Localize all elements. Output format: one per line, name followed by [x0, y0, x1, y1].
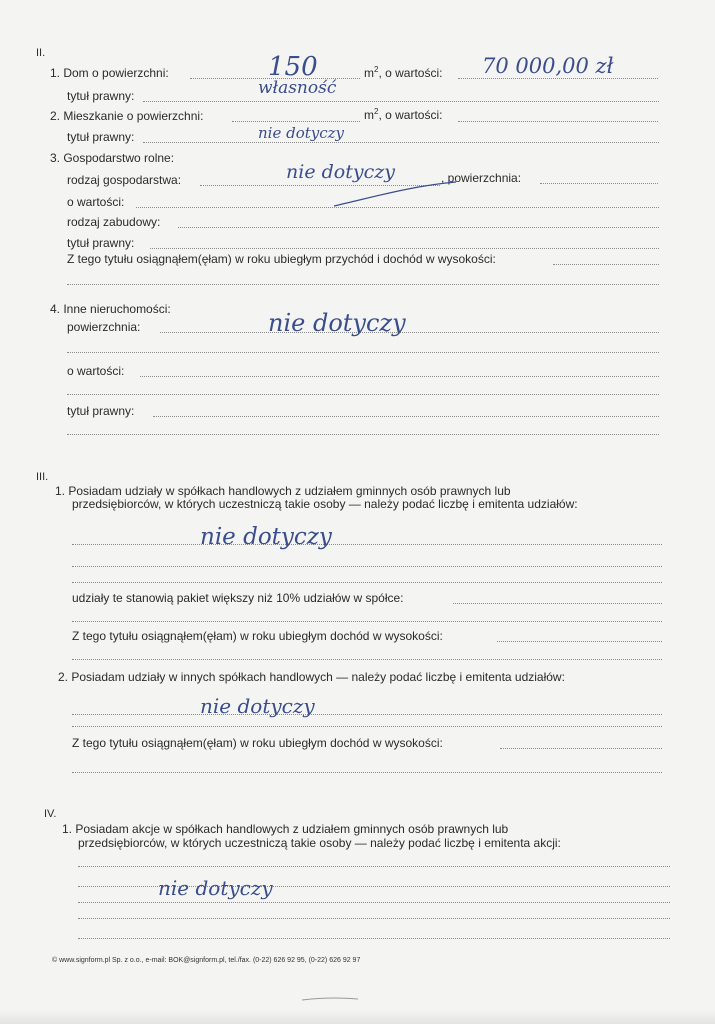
farm-title-line [150, 248, 659, 249]
farm-income-line [553, 264, 659, 265]
other-shares-income-line-2 [72, 772, 662, 773]
other-title-label: tytuł prawny: [67, 404, 135, 418]
shares-packet-label: udziały te stanowią pakiet większy niż 10% udziałów w spółce: [72, 591, 404, 605]
other-area-line [160, 332, 659, 333]
stocks-line-d [78, 918, 670, 919]
section-iv-heading: IV. [44, 808, 57, 820]
shares-income-line-2 [72, 659, 662, 660]
shares-line-2: przedsiębiorców, w których uczestniczą takie osoby — należy podać liczbę i emitenta udziałów: [72, 497, 578, 511]
other-value-line-2 [67, 394, 659, 395]
other-shares-income-line [500, 748, 662, 749]
other-area-handwritten: nie dotyczy [268, 309, 406, 337]
handwritten-strike-stroke [330, 180, 460, 210]
farm-building-line [178, 227, 659, 228]
other-shares-handwritten: nie dotyczy [200, 694, 315, 718]
farm-building-label: rodzaj zabudowy: [67, 215, 161, 229]
stocks-line-1: 1. Posiadam akcje w spółkach handlowych z udziałem gminnych osób prawnych lub [62, 822, 509, 836]
footer-copyright: © www.signform.pl Sp. z o.o., e-mail: BOK@signform.pl, tel./fax. (0-22) 626 92 95, (0-22) 626 92 97 [52, 957, 361, 964]
shares-line-1: 1. Posiadam udziały w spółkach handlowych z udziałem gminnych osób prawnych lub [55, 484, 511, 498]
other-shares-line-a [72, 714, 662, 715]
shares-income-label: Z tego tytułu osiągnąłem(ęłam) w roku ubiegłym dochód w wysokości: [72, 629, 443, 643]
shares-line-a [72, 544, 662, 545]
section-iii-heading: III. [36, 471, 49, 483]
house-title-handwritten: własność [258, 78, 337, 98]
flat-unit: $m^2$, o wartości: [364, 107, 443, 122]
farm-income-line-2 [67, 284, 659, 285]
farm-type-handwritten: nie dotyczy [286, 161, 395, 183]
stocks-line-c [78, 902, 670, 903]
shares-line-c [72, 582, 662, 583]
other-value-label: o wartości: [67, 364, 125, 378]
other-area-line-2 [67, 352, 659, 353]
shares-line-b [72, 566, 662, 567]
stocks-handwritten: nie dotyczy [158, 876, 273, 900]
flat-title-label: tytuł prawny: [67, 130, 135, 144]
flat-area-label: 2. Mieszkanie o powierzchni: [50, 109, 204, 123]
house-title-line [143, 101, 659, 102]
farm-area-label: , powierzchnia: [441, 171, 522, 185]
stocks-line-a [78, 866, 670, 867]
flat-value-line [458, 121, 658, 122]
shares-income-line [497, 641, 662, 642]
farm-title-label: tytuł prawny: [67, 236, 135, 250]
other-shares-line-1: 2. Posiadam udziały w innych spółkach handlowych — należy podać liczbę i emitenta udziałów: [58, 670, 565, 684]
other-title-line [153, 416, 659, 417]
stocks-line-e [78, 938, 670, 939]
shares-packet-line-2 [72, 621, 662, 622]
house-value-line [458, 78, 658, 79]
other-shares-line-b [72, 726, 662, 727]
house-area-label: 1. Dom o powierzchni: [50, 66, 169, 80]
other-value-line [140, 376, 659, 377]
flat-title-handwritten: nie dotyczy [258, 124, 345, 142]
farm-area-line [540, 183, 658, 184]
scan-bottom-edge [0, 1010, 715, 1024]
stocks-line-2: przedsiębiorców, w których uczestniczą takie osoby — należy podać liczbę i emitenta akcji: [78, 836, 561, 850]
shares-handwritten: nie dotyczy [200, 524, 332, 550]
house-value-handwritten: 70 000,00 zł [482, 54, 614, 78]
house-unit: $m^2$, o wartości: [364, 65, 443, 80]
farm-income-label: Z tego tytułu osiągnąłem(ęłam) w roku ubiegłym przychód i dochód w wysokości: [67, 252, 496, 266]
other-property-label: 4. Inne nieruchomości: [50, 302, 171, 316]
house-area-handwritten: 150 [268, 52, 318, 82]
scan-mark [300, 995, 360, 1003]
house-title-label: tytuł prawny: [67, 89, 135, 103]
farm-type-label: rodzaj gospodarstwa: [67, 173, 182, 187]
section-ii-heading: II. [36, 47, 46, 59]
other-title-line-2 [67, 434, 659, 435]
farm-label: 3. Gospodarstwo rolne: [50, 151, 175, 165]
other-area-label: powierzchnia: [67, 320, 141, 334]
flat-title-line [143, 142, 659, 143]
farm-value-label: o wartości: [67, 195, 125, 209]
flat-area-line [232, 121, 360, 122]
shares-packet-line [453, 603, 662, 604]
other-shares-income-label: Z tego tytułu osiągnąłem(ęłam) w roku ubiegłym dochód w wysokości: [72, 736, 443, 750]
